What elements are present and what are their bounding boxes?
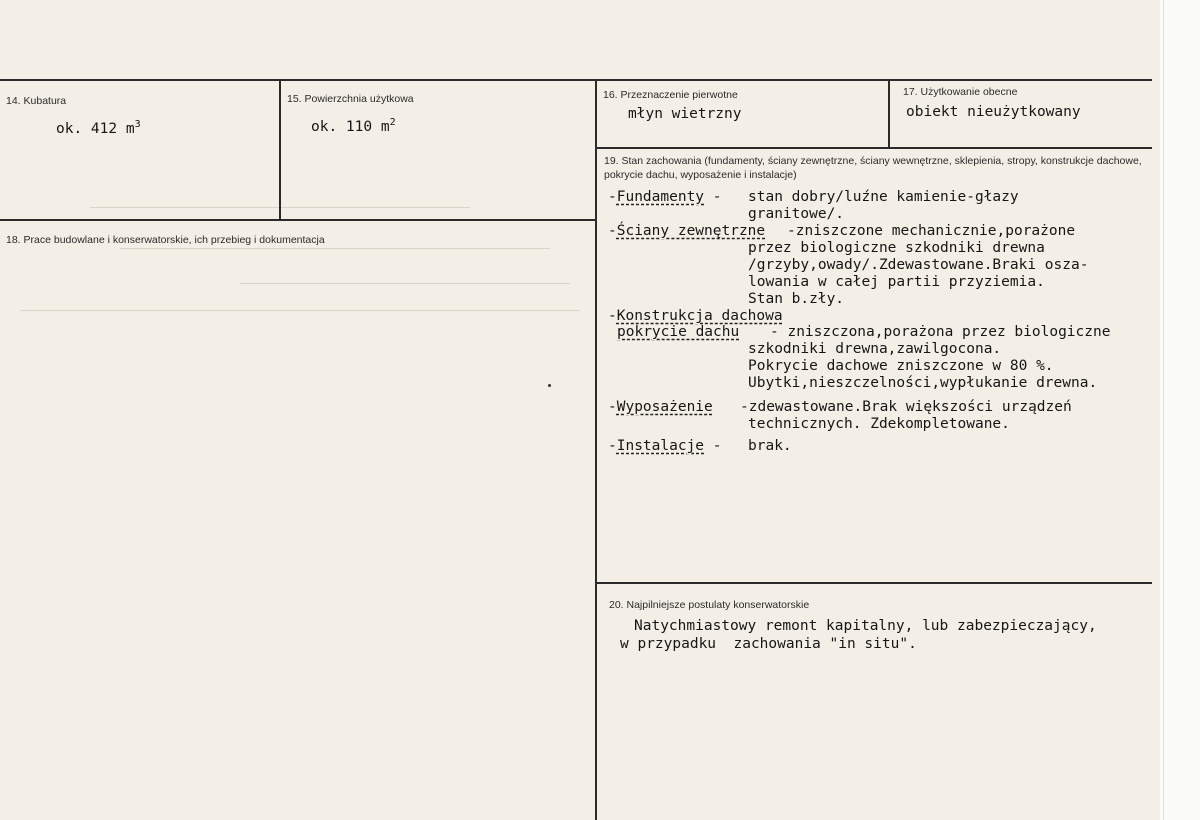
konstrukcja-line-4: Ubytki,nieszczelności,wypłukanie drewna.: [748, 375, 1098, 391]
sciany-head: -Ściany zewnętrzne: [608, 223, 766, 239]
sciany-line-4: lowania w całej partii przyziemia.: [748, 274, 1045, 290]
field-14-label: 14. Kubatura: [6, 95, 67, 107]
divider-14-15: [279, 79, 281, 220]
field-16-value: młyn wietrzny: [628, 106, 742, 122]
sciany-line-3: /grzyby,owady/.Zdewastowane.Braki osza-: [748, 257, 1089, 273]
fundamenty-line-1: stan dobry/luźne kamienie-głazy: [748, 189, 1019, 205]
field-20-line-2: w przypadku zachowania "in situ".: [620, 636, 917, 652]
konstrukcja-line-3: Pokrycie dachowe zniszczone w 80 %.: [748, 358, 1054, 374]
field-15-label: 15. Powierzchnia użytkowa: [287, 93, 414, 105]
divider-14-15-bottom: [0, 219, 597, 221]
field-16-label: 16. Przeznaczenie pierwotne: [603, 89, 738, 101]
sciany-line-1: -zniszczone mechanicznie,porażone: [787, 223, 1076, 239]
field-18-label: 18. Prace budowlane i konserwatorskie, ich przebieg i dokumentacja: [6, 234, 325, 246]
konstrukcja-head-2: pokrycie dachu: [617, 324, 740, 340]
field-17-label: 17. Użytkowanie obecne: [903, 86, 1018, 98]
field-14-value: ok. 412 $m^3$: [56, 119, 141, 137]
field-17-value: obiekt nieużytkowany: [906, 104, 1081, 120]
divider-left-right: [595, 79, 597, 820]
wyposazenie-line-1: -zdewastowane.Brak większości urządzeń: [740, 399, 1072, 415]
divider-16-17-bottom: [595, 147, 1152, 149]
field-20-label: 20. Najpilniejsze postulaty konserwatorskie: [609, 599, 810, 611]
wyposazenie-head: -Wyposażenie: [608, 399, 713, 415]
konstrukcja-line-1: - zniszczona,porażona przez biologiczne: [770, 324, 1111, 340]
field-15-value: ok. 110 $m^2$: [311, 117, 396, 135]
divider-19-20: [595, 582, 1152, 584]
sciany-line-2: przez biologiczne szkodniki drewna: [748, 240, 1045, 256]
paper-edge: [1160, 0, 1200, 820]
instalacje-text: brak.: [748, 438, 792, 454]
field-19-label: 19. Stan zachowania (fundamenty, ściany zewnętrzne, ściany wewnętrzne, sklepienia, stropy, konstrukcje dachowe, pokrycie dachu, wyposażenie i instalacje): [604, 155, 1142, 181]
field-20-line-1: Natychmiastowy remont kapitalny, lub zabezpieczający,: [634, 618, 1097, 634]
sciany-line-5: Stan b.zły.: [748, 291, 845, 307]
ink-dot: [548, 384, 551, 387]
divider-16-17: [888, 79, 890, 148]
bleed-through-mark: [120, 248, 550, 249]
form-top-border: [0, 79, 1152, 81]
paper-fold-line: [1163, 0, 1164, 820]
bleed-through-mark: [240, 283, 570, 284]
konstrukcja-line-2: szkodniki drewna,zawilgocona.: [748, 341, 1002, 357]
fundamenty-head: -Fundamenty -: [608, 189, 731, 205]
konstrukcja-head-1: -Konstrukcja dachowa: [608, 308, 783, 324]
instalacje-head: -Instalacje -: [608, 438, 731, 454]
fundamenty-line-2: granitowe/.: [748, 206, 845, 222]
bleed-through-mark: [20, 310, 580, 311]
wyposazenie-line-2: technicznych. Zdekompletowane.: [748, 416, 1010, 432]
